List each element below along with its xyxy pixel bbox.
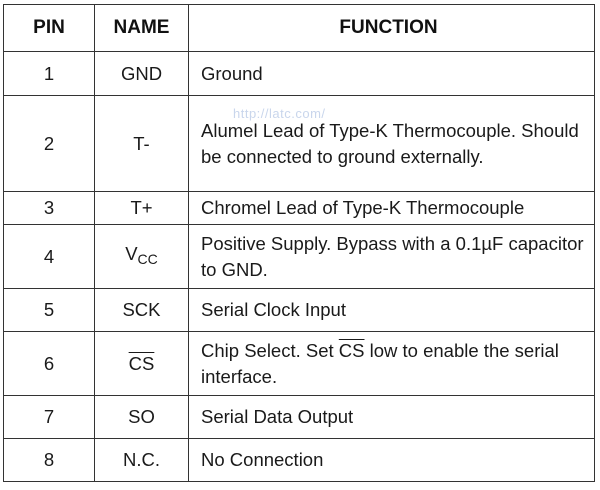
pin-function: Alumel Lead of Type-K Thermocouple. Should be connected to ground externally. [189, 96, 595, 192]
table-row [4, 289, 595, 332]
pin-number: 1 [4, 52, 95, 96]
watermark-text: http://latc.com/ [233, 106, 326, 121]
table-row [4, 332, 595, 396]
function-text-pre: Chip Select. Set [201, 339, 339, 361]
pin-name: T- [95, 96, 189, 192]
header-name: NAME [95, 5, 189, 52]
pin-name: GND [95, 52, 189, 96]
pin-function: Serial Clock Input [189, 289, 595, 332]
header-function: FUNCTION [189, 5, 595, 52]
pin-number: 3 [4, 192, 95, 225]
pin-name: SCK [95, 289, 189, 332]
table-row [4, 439, 595, 482]
pin-name: N.C. [95, 439, 189, 482]
pin-name [95, 332, 189, 396]
table-row [4, 396, 595, 439]
table-row [4, 225, 595, 289]
table-row [4, 192, 595, 225]
function-text-post: low to enable the serial interface. [201, 339, 559, 387]
pin-function: Positive Supply. Bypass with a 0.1µF capacitor to GND. [189, 225, 595, 289]
pin-function: Chromel Lead of Type-K Thermocouple [189, 192, 595, 225]
pin-name: SO [95, 396, 189, 439]
function-text-cs: $\overline{CS}$ [338, 339, 365, 361]
pin-function: No Connection [189, 439, 595, 482]
pin-name-subscript: CC [137, 251, 158, 267]
pin-function [189, 332, 595, 396]
table-row [4, 96, 595, 192]
table-header-row [4, 5, 595, 52]
table-row [4, 52, 595, 96]
pin-name-main: V [125, 243, 138, 264]
pin-number: 2 [4, 96, 95, 192]
pin-number: 7 [4, 396, 95, 439]
pin-name: T+ [95, 192, 189, 225]
pin-number: 6 [4, 332, 95, 396]
pin-description-table [3, 4, 595, 482]
pin-number: 5 [4, 289, 95, 332]
pin-function: Serial Data Output [189, 396, 595, 439]
pin-name-overlined: $\overline{CS}$ [128, 352, 155, 374]
pin-name [95, 225, 189, 289]
header-pin: PIN [4, 5, 95, 52]
pin-number: 8 [4, 439, 95, 482]
pin-function: Ground [189, 52, 595, 96]
pin-number: 4 [4, 225, 95, 289]
